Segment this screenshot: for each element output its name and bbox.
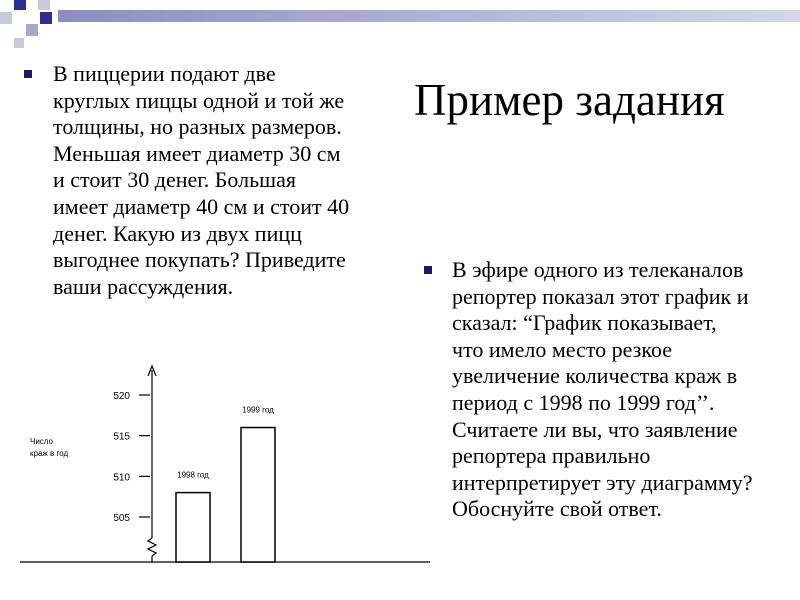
y-tick-label: 505 — [113, 513, 130, 524]
decor-square — [14, 38, 24, 48]
text-line: сказал: “График показывает, — [452, 310, 717, 336]
bar-label: 1999 год — [242, 405, 274, 415]
text-line: круглых пиццы одной и той же — [53, 87, 345, 113]
text-line: что имело место резкое — [452, 336, 672, 362]
text-line: период с 1998 по 1999 год’’. — [452, 389, 715, 415]
bullet-square-icon — [24, 70, 32, 78]
text-line: В пиццерии подают две — [53, 61, 276, 86]
bar — [176, 493, 210, 562]
bullet-square-icon — [424, 266, 432, 274]
text-line: репортер показал этот график и — [452, 283, 749, 309]
y-axis-break-icon — [148, 538, 156, 556]
text-line: интерпретирует эту диаграмму? — [452, 469, 753, 495]
decor-square — [40, 12, 52, 24]
slide-title: Пример задания — [414, 75, 725, 125]
text-line: толщины, но разных размеров. — [53, 114, 342, 140]
text-line: репортера правильно — [452, 443, 651, 469]
text-line: В эфире одного из телеканалов — [452, 257, 744, 282]
y-tick-label: 510 — [113, 472, 130, 484]
text-line: Считаете ли вы, что заявление — [452, 416, 738, 442]
robbery-bar-chart — [0, 360, 440, 570]
text-line: выгоднее покупать? Приведите — [53, 247, 346, 273]
y-axis-label: краж в год — [30, 449, 69, 458]
text-line: имеет диаметр 40 см и стоит 40 — [53, 193, 350, 219]
y-axis-label: Число — [30, 437, 54, 446]
text-line: увеличение количества краж в — [452, 363, 738, 389]
text-line: Обоснуйте свой ответ. — [452, 496, 662, 522]
decor-square — [0, 12, 12, 24]
decor-square — [26, 24, 38, 36]
text-line: ваши рассуждения. — [53, 273, 234, 299]
y-tick-label: 515 — [113, 431, 130, 443]
decor-square — [14, 0, 26, 10]
decor-square — [38, 0, 50, 10]
bar — [241, 428, 275, 562]
decor-top-bar — [58, 10, 800, 22]
task-pizza-text — [53, 61, 349, 300]
y-tick-label: 520 — [113, 391, 130, 402]
text-line: и стоит 30 денег. Большая — [53, 167, 296, 193]
text-line: денег. Какую из двух пицц — [53, 220, 302, 246]
text-line: Меньшая имеет диаметр 30 см — [53, 140, 341, 166]
bar-label: 1998 год — [177, 470, 209, 480]
task-reporter-text — [452, 257, 753, 523]
